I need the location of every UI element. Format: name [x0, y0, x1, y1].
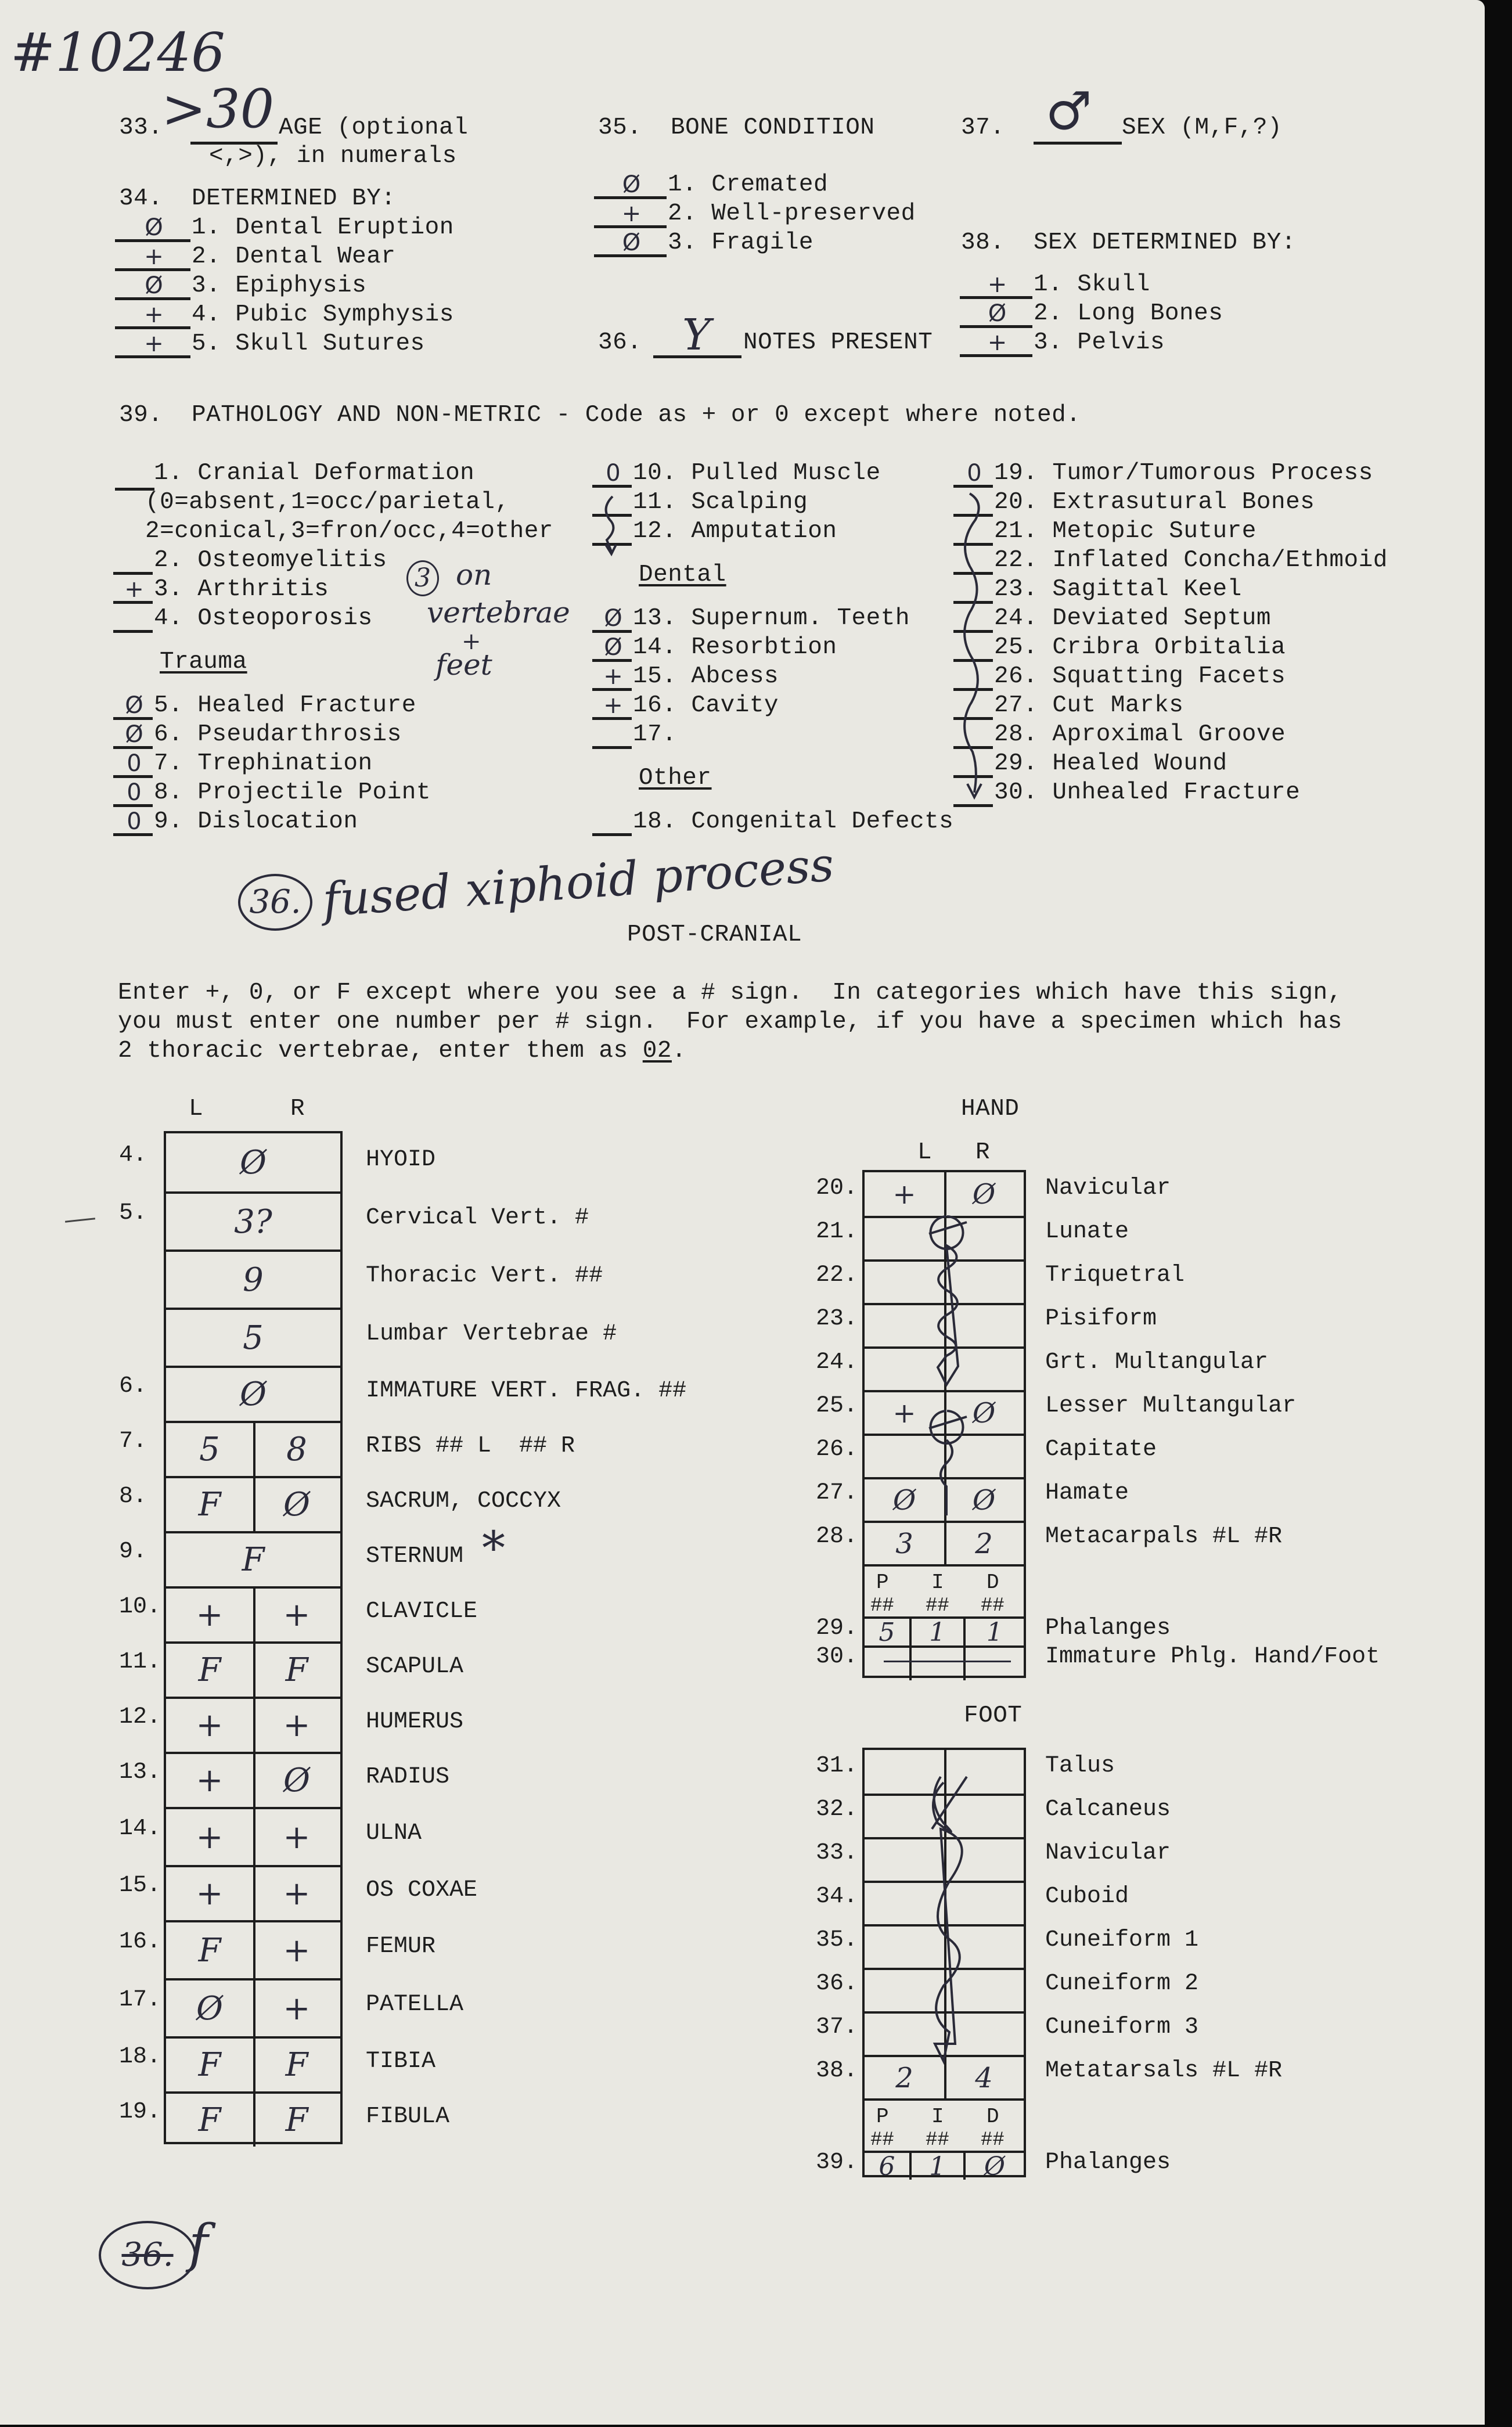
- skeleton-row[interactable]: [166, 1421, 340, 1476]
- row-number: 21.: [816, 1218, 858, 1245]
- row-number: 23.: [816, 1305, 858, 1332]
- row-number: 13.: [119, 1759, 161, 1785]
- q37-number: 37.: [961, 114, 1005, 141]
- left-value[interactable]: +: [196, 1875, 224, 1913]
- row-label: Lumbar Vertebrae #: [366, 1321, 617, 1347]
- determined-by-item-mark: +: [144, 301, 164, 328]
- pathology-item-label: 24. Deviated Septum: [994, 605, 1271, 632]
- phalanges-d[interactable]: 1: [963, 1619, 1024, 1645]
- left-value[interactable]: +: [196, 1596, 224, 1634]
- row-number: 22.: [816, 1262, 858, 1288]
- pathology-item-label: 4. Osteoporosis: [154, 605, 373, 632]
- q38-title: SEX DETERMINED BY:: [1034, 229, 1296, 256]
- bone-condition-item-mark: Ø: [622, 171, 641, 198]
- pathology-item-label: 28. Aproximal Groove: [994, 721, 1286, 748]
- left-value[interactable]: +: [196, 1706, 224, 1744]
- sex-label: SEX (M,F,?): [1122, 114, 1283, 141]
- row-number: 33.: [816, 1839, 858, 1866]
- row-label: RADIUS: [366, 1763, 450, 1790]
- pid-label-i: I: [931, 1571, 944, 1594]
- phalanges-p[interactable]: 6: [879, 2151, 895, 2181]
- arthritis-note-line-1: on: [456, 558, 492, 592]
- skeleton-row[interactable]: [166, 1920, 340, 1978]
- pathology-item-label: 12. Amputation: [633, 518, 837, 545]
- trauma-item-label: 6. Pseudarthrosis: [154, 721, 402, 748]
- row-number: 12.: [119, 1704, 161, 1730]
- skeleton-row[interactable]: [166, 1191, 340, 1249]
- right-value[interactable]: F: [285, 2101, 308, 2139]
- row-number: 16.: [119, 1929, 161, 1955]
- trauma-item-label: 7. Trephination: [154, 750, 373, 777]
- row-label: CLAVICLE: [366, 1598, 478, 1625]
- right-value[interactable]: Ø: [972, 1178, 996, 1211]
- hand-title: HAND: [961, 1096, 1020, 1122]
- row-label: Immature Phlg. Hand/Foot: [1045, 1644, 1380, 1670]
- foot-range-scribble: [909, 1765, 978, 2090]
- row-label: HUMERUS: [366, 1708, 464, 1735]
- row-number: 20.: [816, 1175, 858, 1201]
- pathology-item-mark: 0: [606, 460, 621, 487]
- row-label: Triquetral: [1045, 1262, 1185, 1288]
- column-divider: [909, 1648, 912, 1680]
- pid-label-i: I: [931, 2105, 944, 2129]
- pathology-item-label: 29. Healed Wound: [994, 750, 1227, 777]
- trauma-item-mark: 0: [127, 808, 142, 835]
- dental-item-label: 13. Supernum. Teeth: [633, 605, 910, 632]
- cranial-deformation-note-2: 2=conical,3=fron/occ,4=other: [145, 518, 553, 545]
- right-value[interactable]: +: [283, 1706, 311, 1744]
- row-number: 4.: [119, 1142, 147, 1168]
- example-suffix: .: [671, 1038, 687, 1064]
- cranial-deformation-note-1: (0=absent,1=occ/parietal,: [145, 489, 510, 516]
- age-label-2: <,>), in numerals: [209, 143, 457, 170]
- row-value[interactable]: 3?: [234, 1202, 272, 1241]
- dental-item-mark: Ø: [604, 605, 622, 632]
- row-number: 24.: [816, 1349, 858, 1375]
- pid-hash-p: ##: [870, 1595, 894, 1617]
- post-cranial-title: POST-CRANIAL: [627, 921, 802, 948]
- row-label: FEMUR: [366, 1933, 436, 1960]
- skeleton-row[interactable]: [166, 1308, 340, 1366]
- row-label: Grt. Multangular: [1045, 1349, 1269, 1375]
- pid-header: [865, 2098, 1024, 2151]
- right-value[interactable]: Ø: [972, 1396, 996, 1429]
- dental-heading: Dental: [639, 561, 726, 588]
- right-value[interactable]: 4: [975, 2061, 993, 2094]
- row-number: 6.: [119, 1373, 147, 1399]
- row-label: ULNA: [366, 1820, 422, 1846]
- row-number: 9.: [119, 1538, 147, 1565]
- row-label: Metacarpals #L #R: [1045, 1523, 1283, 1550]
- skeleton-row[interactable]: [166, 1865, 340, 1920]
- hand-range-scribble-2: [912, 1405, 981, 1521]
- determined-by-item-mark: Ø: [145, 272, 163, 299]
- bone-condition-item-label: 2. Well-preserved: [668, 200, 916, 227]
- q38-number: 38.: [961, 229, 1005, 256]
- row-number: 5.: [119, 1200, 147, 1226]
- row-number: 7.: [119, 1428, 147, 1454]
- pathology-item-mark: +: [124, 576, 144, 603]
- determined-by-item-mark: Ø: [145, 214, 163, 241]
- dental-item-field[interactable]: [592, 746, 632, 749]
- row-number: 38.: [816, 2057, 858, 2084]
- hand-range-scribble: [912, 1211, 981, 1402]
- row-number: 30.: [816, 1644, 858, 1670]
- pid-hash-p: ##: [870, 2129, 894, 2151]
- row-label: Pisiform: [1045, 1305, 1157, 1332]
- pathology-item-label: 19. Tumor/Tumorous Process: [994, 460, 1373, 487]
- pid-label-d: D: [987, 2105, 999, 2129]
- pathology-item-label: 26. Squatting Facets: [994, 663, 1286, 690]
- pid-hash-d: ##: [981, 1595, 1005, 1617]
- row-label: Cuneiform 2: [1045, 1970, 1199, 1997]
- row-label: Metatarsals #L #R: [1045, 2057, 1283, 2084]
- footer-note-text: f: [189, 2213, 208, 2274]
- row-number: 15.: [119, 1872, 161, 1899]
- left-value[interactable]: Ø: [892, 1483, 916, 1517]
- row-label: Phalanges: [1045, 1615, 1171, 1641]
- pathology-item-label: 22. Inflated Concha/Ethmoid: [994, 547, 1388, 574]
- row-label: Lunate: [1045, 1218, 1129, 1245]
- dental-item-label: 17.: [633, 721, 677, 748]
- skeleton-row[interactable]: [166, 2091, 340, 2147]
- arthritis-note-line-3: +: [462, 628, 481, 655]
- row-number: 35.: [816, 1927, 858, 1953]
- trauma-item-label: 5. Healed Fracture: [154, 692, 416, 719]
- age-label: AGE (optional: [279, 114, 469, 141]
- pid-hash-d: ##: [981, 2129, 1005, 2151]
- row-number: 29.: [816, 1615, 858, 1641]
- specimen-number: #10246: [10, 21, 225, 84]
- annotation-text: fused xiphoid process: [321, 837, 836, 927]
- sex-determined-by-item-mark: +: [987, 329, 1007, 356]
- left-table-l-header: L: [189, 1096, 204, 1122]
- q34-number: 34.: [119, 185, 163, 212]
- bone-row[interactable]: [865, 1172, 1024, 1216]
- right-value[interactable]: +: [283, 1596, 311, 1634]
- row-label: PATELLA: [366, 1992, 464, 2018]
- right-value[interactable]: Ø: [283, 1486, 310, 1524]
- immature-phalanges-row[interactable]: [865, 1645, 1024, 1680]
- phalanges-row[interactable]: [865, 2151, 1024, 2180]
- row-number: 28.: [816, 1523, 858, 1550]
- sex-value: ♂: [1045, 81, 1092, 142]
- phalanges-i[interactable]: 1: [909, 1619, 963, 1645]
- trauma-item-mark: Ø: [125, 721, 143, 748]
- row-label: HYOID: [366, 1147, 436, 1173]
- row-label: SCAPULA: [366, 1653, 464, 1680]
- q39-title-number: 39.: [119, 402, 163, 428]
- row-label: Phalanges: [1045, 2149, 1171, 2176]
- skeleton-row[interactable]: [166, 1366, 340, 1421]
- bone-condition-item-label: 1. Cremated: [668, 171, 829, 198]
- row-label: TIBIA: [366, 2048, 436, 2075]
- bone-condition-item-mark: +: [621, 200, 642, 227]
- row-value[interactable]: Ø: [240, 1143, 267, 1182]
- bone-condition-item-label: 3. Fragile: [668, 229, 814, 256]
- right-value[interactable]: 8: [286, 1431, 307, 1468]
- row-number: 37.: [816, 2014, 858, 2040]
- cranial-deformation-label: 1. Cranial Deformation: [154, 460, 475, 487]
- determined-by-item-label: 2. Dental Wear: [192, 243, 396, 270]
- row-label: RIBS ## L ## R: [366, 1432, 575, 1459]
- pathology-item-label: 30. Unhealed Fracture: [994, 779, 1301, 806]
- determined-by-item-label: 5. Skull Sutures: [192, 330, 425, 357]
- trauma-heading: Trauma: [160, 649, 247, 675]
- row-number: 8.: [119, 1483, 147, 1510]
- column-divider: [963, 1648, 966, 1680]
- pid-hash-i: ##: [926, 1595, 949, 1617]
- pathology-item-label: 27. Cut Marks: [994, 692, 1184, 719]
- instructions-line-3: [118, 1037, 686, 1065]
- right-value[interactable]: +: [283, 1931, 311, 1969]
- skeleton-grid: [164, 1131, 343, 2144]
- skeleton-row[interactable]: [166, 1807, 340, 1865]
- pathology-item-label: 25. Cribra Orbitalia: [994, 634, 1286, 661]
- skeleton-row[interactable]: [166, 1531, 340, 1586]
- dental-item-mark: Ø: [604, 634, 622, 661]
- pathology-item-field[interactable]: [113, 630, 153, 633]
- left-value[interactable]: 2: [895, 2061, 913, 2094]
- phalanges-p[interactable]: 5: [879, 1617, 895, 1647]
- right-value[interactable]: 2: [975, 1527, 993, 1560]
- hand-l-header: L: [917, 1139, 933, 1166]
- row-label: Hamate: [1045, 1479, 1129, 1506]
- left-value[interactable]: +: [892, 1396, 916, 1429]
- row-label: Thoracic Vert. ##: [366, 1263, 603, 1289]
- right-value[interactable]: +: [283, 1818, 311, 1856]
- notes-present-label: NOTES PRESENT: [743, 329, 933, 356]
- trauma-item-mark: 0: [127, 779, 142, 806]
- left-value[interactable]: F: [198, 1931, 221, 1969]
- footer-note-circled: 36.: [99, 2221, 196, 2289]
- row-number: 27.: [816, 1479, 858, 1506]
- left-value[interactable]: 5: [199, 1431, 220, 1468]
- skeleton-row[interactable]: [166, 1641, 340, 1697]
- bone-condition-item-mark: Ø: [622, 229, 641, 256]
- row-number: 32.: [816, 1796, 858, 1823]
- phalanges-d[interactable]: Ø: [963, 2153, 1024, 2180]
- left-value[interactable]: F: [198, 1486, 221, 1524]
- right-value[interactable]: F: [285, 1651, 308, 1689]
- right-value[interactable]: Ø: [972, 1483, 996, 1517]
- range-scribble-20-30: [952, 491, 993, 804]
- q35-title: BONE CONDITION: [671, 114, 875, 141]
- left-value[interactable]: +: [196, 1818, 224, 1856]
- row-label: Calcaneus: [1045, 1796, 1171, 1823]
- row-number: 31.: [816, 1752, 858, 1779]
- determined-by-item-label: 3. Epiphysis: [192, 272, 367, 299]
- q35-number: 35.: [598, 114, 642, 141]
- row-number: 25.: [816, 1392, 858, 1419]
- trauma-item-label: 9. Dislocation: [154, 808, 358, 835]
- sex-determined-by-item-label: 1. Skull: [1034, 271, 1150, 298]
- row-label: Navicular: [1045, 1175, 1171, 1201]
- left-value[interactable]: F: [198, 2101, 221, 2139]
- trauma-item-mark: 0: [127, 750, 142, 777]
- row-value[interactable]: Ø: [240, 1375, 267, 1413]
- age-value: >30: [161, 78, 275, 140]
- phalanges-row[interactable]: [865, 1616, 1024, 1645]
- left-value[interactable]: F: [198, 2046, 221, 2084]
- left-table-r-header: R: [290, 1096, 305, 1122]
- skeleton-row[interactable]: [166, 1133, 340, 1191]
- instructions-line-3-text: 2 thoracic vertebrae, enter them as: [118, 1038, 643, 1064]
- dental-item-mark: +: [603, 692, 623, 719]
- example-value: 02: [642, 1038, 672, 1064]
- row-value[interactable]: 5: [243, 1319, 264, 1357]
- range-scribble-11-12: [595, 494, 630, 557]
- skeleton-row[interactable]: [166, 1476, 340, 1531]
- margin-tick-mark: [65, 1218, 95, 1222]
- right-value[interactable]: +: [283, 1989, 311, 2028]
- row-number: 39.: [816, 2149, 858, 2176]
- row-number: 14.: [119, 1816, 161, 1842]
- skeleton-row[interactable]: [166, 1697, 340, 1752]
- sex-determined-by-item-label: 2. Long Bones: [1034, 300, 1223, 327]
- row-label: Cuneiform 3: [1045, 2014, 1199, 2040]
- pathology-item-mark: 0: [967, 460, 982, 487]
- row-label: OS COXAE: [366, 1877, 478, 1903]
- other-item-label: 18. Congenital Defects: [633, 808, 954, 835]
- instructions-line-2: you must enter one number per # sign. For example, if you have a specimen which has: [118, 1009, 1342, 1035]
- trauma-item-mark: Ø: [125, 692, 143, 719]
- right-value[interactable]: +: [283, 1875, 311, 1913]
- instructions-line-1: Enter +, 0, or F except where you see a # sign. In categories which have this sign,: [118, 980, 1342, 1006]
- right-value[interactable]: F: [285, 2046, 308, 2084]
- sex-determined-by-item-mark: Ø: [988, 300, 1007, 327]
- arthritis-note-line-4: feet: [435, 648, 492, 682]
- other-item-field[interactable]: [592, 833, 632, 836]
- row-label: Lesser Multangular: [1045, 1392, 1297, 1419]
- left-value[interactable]: +: [196, 1762, 224, 1799]
- determined-by-item-mark: +: [144, 330, 164, 357]
- pathology-item-label: 20. Extrasutural Bones: [994, 489, 1315, 516]
- dental-item-label: 15. Abcess: [633, 663, 779, 690]
- q39-title: PATHOLOGY AND NON-METRIC - Code as + or 0 except where noted.: [192, 402, 1081, 428]
- skeleton-row[interactable]: [166, 1978, 340, 2036]
- q36-number: 36.: [598, 329, 642, 356]
- notes-present-value: Y: [682, 310, 711, 360]
- row-label: Capitate: [1045, 1436, 1157, 1463]
- sex-determined-by-item-label: 3. Pelvis: [1034, 329, 1165, 356]
- row-label: IMMATURE VERT. FRAG. ##: [366, 1377, 687, 1404]
- pid-label-d: D: [987, 1571, 999, 1594]
- row-label: FIBULA: [366, 2103, 450, 2130]
- left-value[interactable]: +: [892, 1178, 916, 1211]
- other-heading: Other: [639, 765, 712, 791]
- pathology-item-field[interactable]: [953, 804, 993, 807]
- row-value[interactable]: 9: [243, 1261, 264, 1299]
- pid-label-p: P: [876, 2105, 889, 2129]
- pathology-item-label: 21. Metopic Suture: [994, 518, 1257, 545]
- row-number: 19.: [119, 2098, 161, 2125]
- q33-number: 33.: [119, 114, 163, 141]
- pathology-item-label: 23. Sagittal Keel: [994, 576, 1242, 603]
- bone-row[interactable]: [865, 1521, 1024, 1564]
- row-number: 18.: [119, 2043, 161, 2070]
- arthritis-note-circled: 3: [406, 560, 439, 596]
- skeleton-row[interactable]: [166, 1249, 340, 1308]
- row-label: Cervical Vert. #: [366, 1205, 589, 1231]
- dental-item-mark: +: [603, 663, 623, 690]
- hand-r-header: R: [975, 1139, 991, 1166]
- row-number: 36.: [816, 1970, 858, 1997]
- dental-item-label: 16. Cavity: [633, 692, 779, 719]
- pid-hash-i: ##: [926, 2129, 949, 2151]
- row-label: Talus: [1045, 1752, 1115, 1779]
- row-number: 10.: [119, 1593, 161, 1620]
- skeleton-row[interactable]: [166, 1586, 340, 1641]
- right-value[interactable]: Ø: [283, 1762, 310, 1799]
- pathology-item-label: 10. Pulled Muscle: [633, 460, 881, 487]
- row-number: 17.: [119, 1987, 161, 2013]
- dash-mark: [884, 1661, 1011, 1662]
- skeleton-row[interactable]: [166, 1752, 340, 1807]
- row-label: Cuboid: [1045, 1883, 1129, 1910]
- pathology-item-label: 2. Osteomyelitis: [154, 547, 387, 574]
- arthritis-note-line-2: vertebrae: [427, 596, 570, 629]
- sex-determined-by-item-mark: +: [987, 271, 1007, 298]
- determined-by-item-label: 1. Dental Eruption: [192, 214, 454, 241]
- skeleton-row[interactable]: [166, 2036, 340, 2091]
- row-label: SACRUM, COCCYX: [366, 1488, 561, 1514]
- dental-item-label: 14. Resorbtion: [633, 634, 837, 661]
- row-number: 26.: [816, 1436, 858, 1463]
- left-value[interactable]: 3: [895, 1527, 913, 1560]
- row-value[interactable]: F: [242, 1541, 265, 1579]
- foot-title: FOOT: [964, 1702, 1023, 1729]
- trauma-item-label: 8. Projectile Point: [154, 779, 431, 806]
- determined-by-item-mark: +: [144, 243, 164, 270]
- q34-title: DETERMINED BY:: [192, 185, 396, 212]
- determined-by-item-label: 4. Pubic Symphysis: [192, 301, 454, 328]
- annotation-circled-number: 36.: [238, 874, 312, 931]
- left-value[interactable]: Ø: [196, 1989, 223, 2028]
- pid-header: [865, 1564, 1024, 1616]
- row-number: 11.: [119, 1648, 161, 1675]
- pathology-item-field[interactable]: [113, 572, 153, 575]
- pid-label-p: P: [876, 1571, 889, 1594]
- row-number: 34.: [816, 1883, 858, 1910]
- row-label: STERNUM: [366, 1543, 464, 1569]
- pathology-item-label: 11. Scalping: [633, 489, 808, 516]
- sternum-asterisk: *: [482, 1521, 505, 1575]
- pathology-item-label: 3. Arthritis: [154, 576, 329, 603]
- row-label: Navicular: [1045, 1839, 1171, 1866]
- left-value[interactable]: F: [198, 1651, 221, 1689]
- row-label: Cuneiform 1: [1045, 1927, 1199, 1953]
- phalanges-i[interactable]: 1: [909, 2153, 963, 2180]
